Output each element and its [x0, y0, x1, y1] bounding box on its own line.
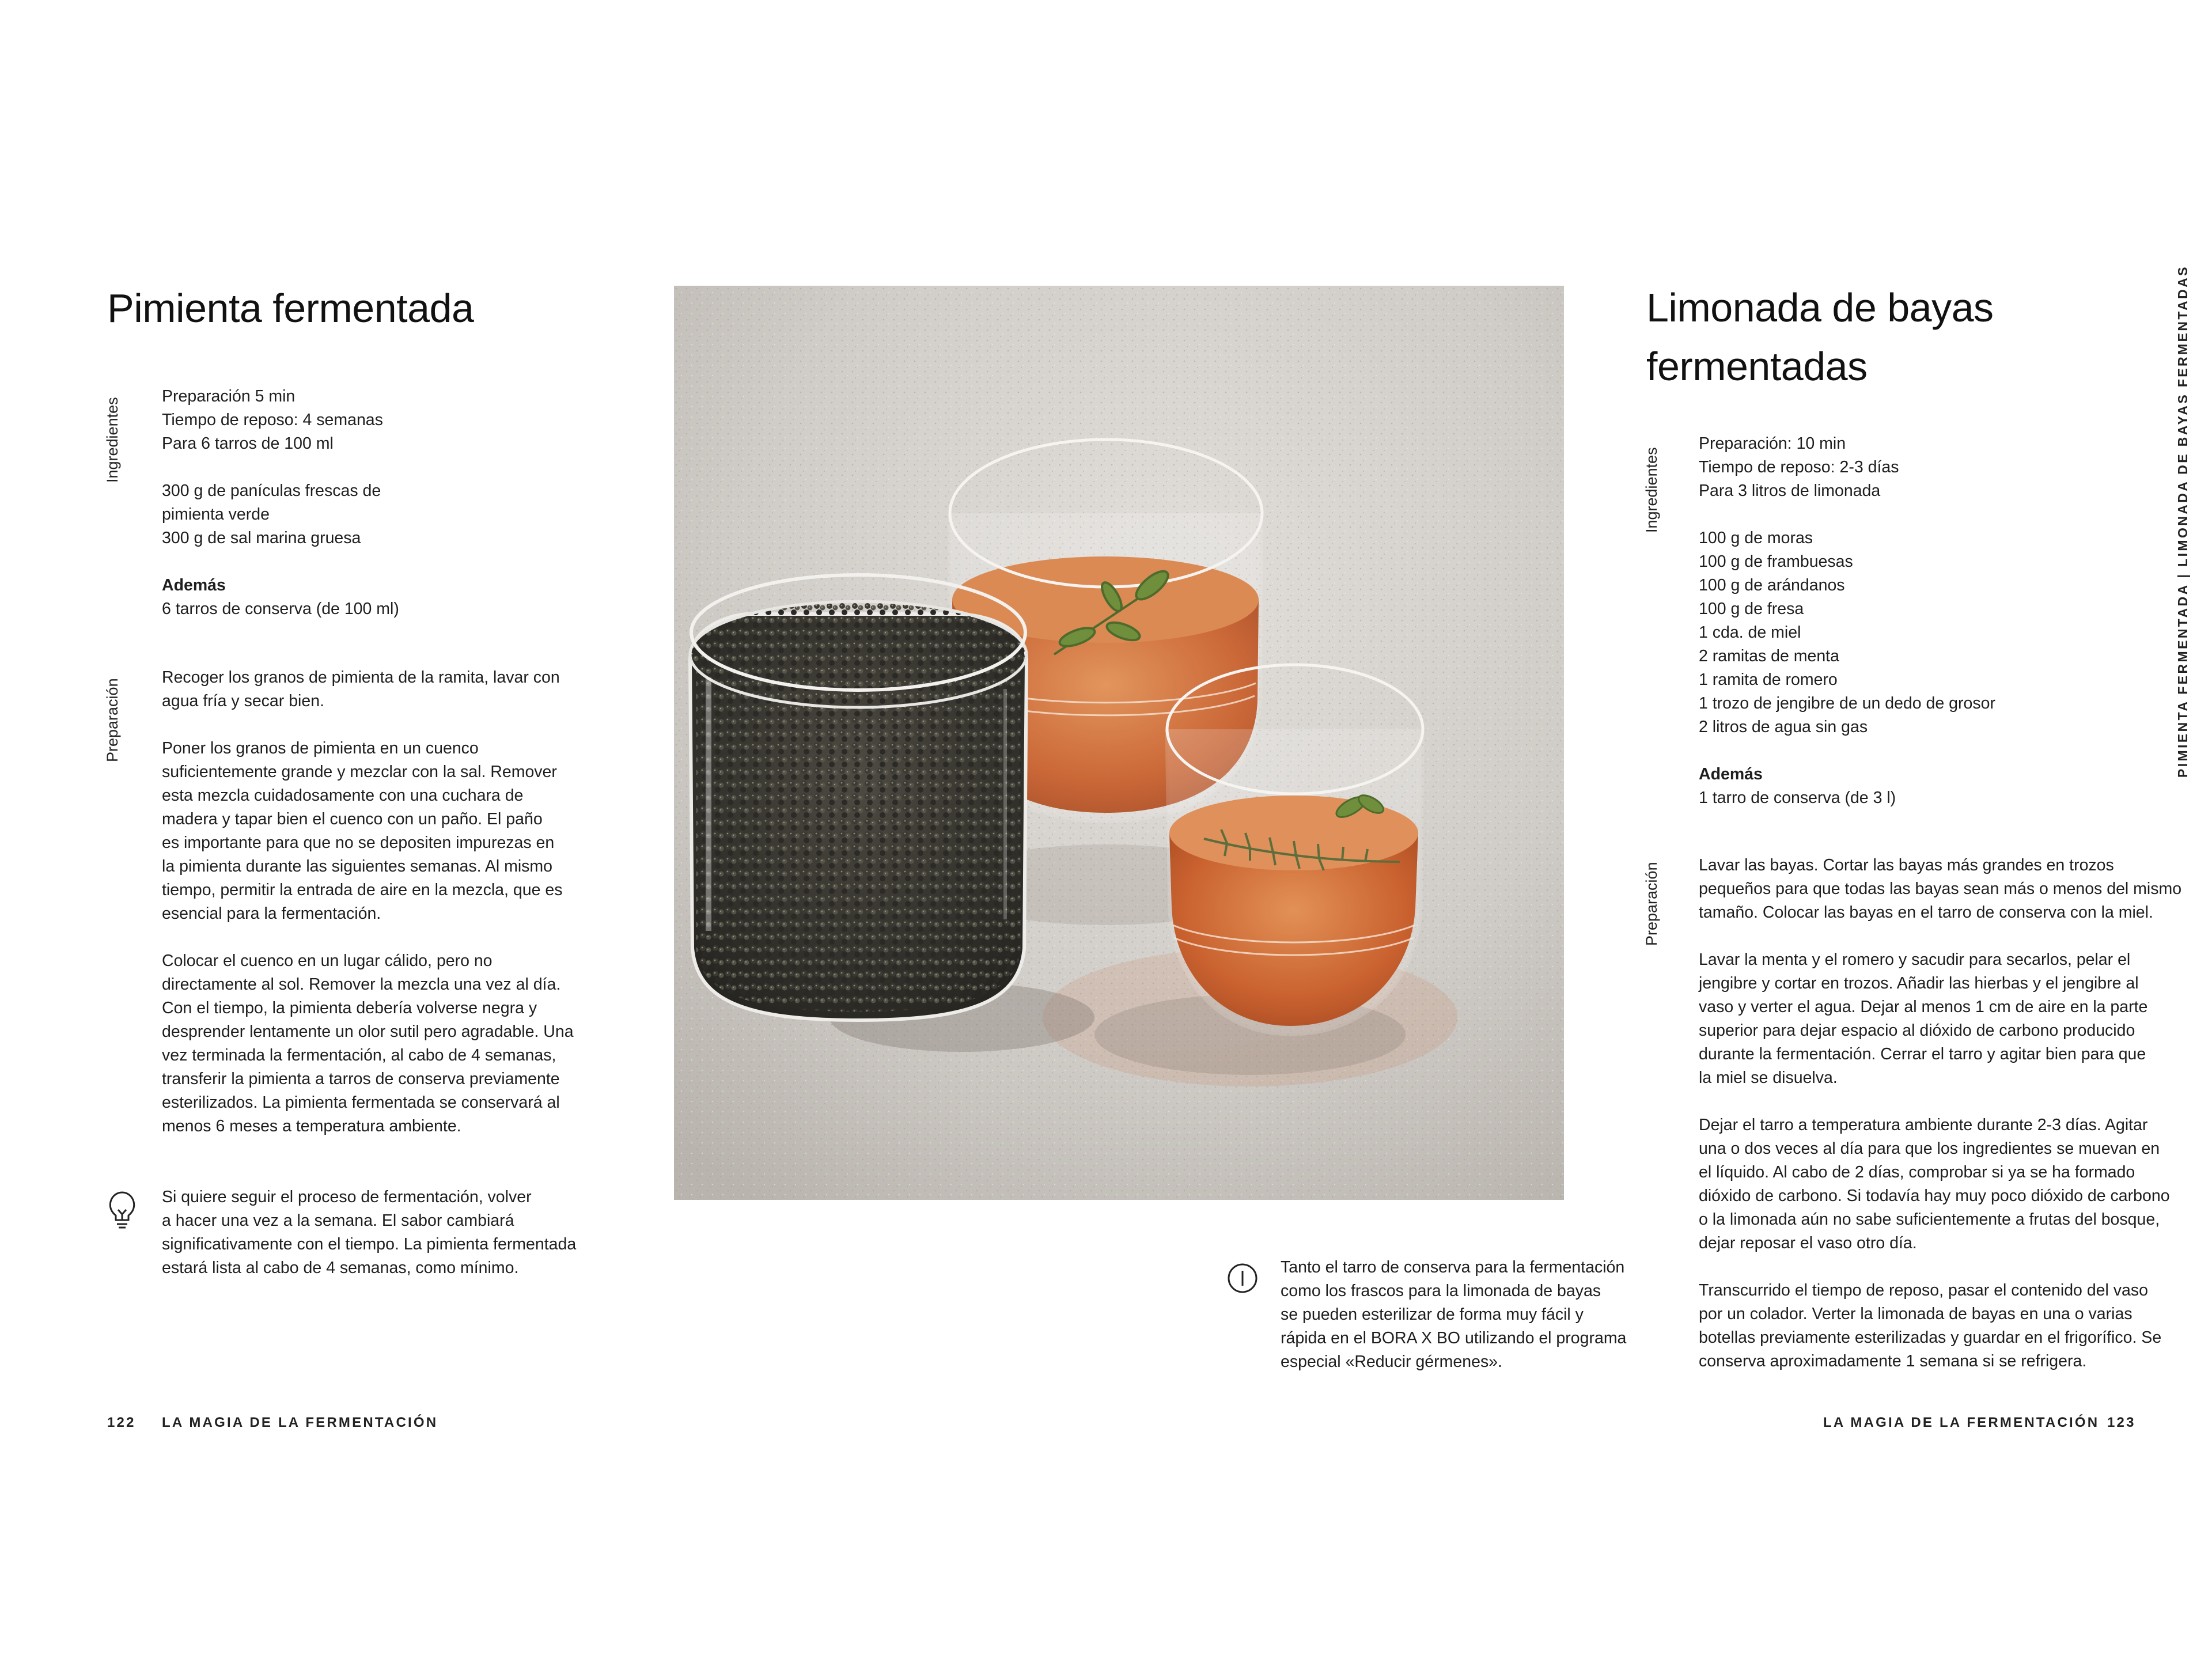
paragraph — [162, 949, 574, 1138]
text-line: vez terminada la fermentación, al cabo de 4 semanas, — [162, 1046, 556, 1065]
text-line — [1699, 739, 1995, 763]
paragraph — [1699, 948, 2181, 1090]
text-line: pimienta verde — [162, 505, 270, 524]
text-line: madera y tapar bien el cuenco con un paño. El paño — [162, 810, 543, 828]
paragraph — [1699, 1113, 2181, 1255]
text-line: tiempo, permitir la entrada de aire en la mezcla, que es — [162, 881, 563, 899]
page-title-right-line-2: fermentadas — [1646, 344, 1868, 389]
text-line: Tiempo de reposo: 2-3 días — [1699, 458, 1899, 476]
page-title-right — [1646, 278, 1994, 396]
text-line: Para 6 tarros de 100 ml — [162, 434, 334, 453]
text-line: Además — [1699, 765, 1763, 783]
text-line: tamaño. Colocar las bayas en el tarro de conserva con la miel. — [1699, 903, 2153, 922]
text-line: Si quiere seguir el proceso de fermentación, volver — [162, 1188, 532, 1206]
text-line: superior para dejar espacio al dióxido de carbono producido — [1699, 1021, 2135, 1040]
text-line: rápida en el BORA X BO utilizando el programa — [1281, 1329, 1627, 1347]
ingredients-label-left: Ingredientes — [104, 397, 121, 483]
sterilization-note — [1281, 1256, 1626, 1374]
text-line: por un colador. Verter la limonada de bayas en una o varias — [1699, 1305, 2133, 1323]
text-line: transferir la pimienta a tarros de conserva previamente — [162, 1070, 560, 1088]
info-icon — [1227, 1263, 1258, 1294]
text-line: 300 g de panículas frescas de — [162, 482, 381, 500]
text-line: estará lista al cabo de 4 semanas, como mínimo. — [162, 1259, 519, 1277]
text-line: significativamente con el tiempo. La pimienta fermentada — [162, 1235, 577, 1253]
footer-book-title-right: LA MAGIA DE LA FERMENTACIÓN — [1823, 1415, 2100, 1430]
text-line: el líquido. Al cabo de 2 días, comprobar si ya se ha formado — [1699, 1163, 2135, 1181]
text-line: 1 tarro de conserva (de 3 l) — [1699, 789, 1896, 807]
text-line: 2 litros de agua sin gas — [1699, 718, 1868, 736]
text-line: Transcurrido el tiempo de reposo, pasar el contenido del vaso — [1699, 1281, 2148, 1300]
text-line: Poner los granos de pimienta en un cuenco — [162, 739, 479, 757]
text-line: menos 6 meses a temperatura ambiente. — [162, 1117, 461, 1135]
text-line: Lavar las bayas. Cortar las bayas más grandes en trozos — [1699, 856, 2114, 874]
text-line: durante la fermentación. Cerrar el tarro y agitar bien para que — [1699, 1045, 2146, 1063]
text-line: la pimienta durante las siguientes semanas. Al mismo — [162, 857, 553, 876]
text-line: Colocar el cuenco en un lugar cálido, pero no — [162, 952, 493, 970]
text-line: Tiempo de reposo: 4 semanas — [162, 411, 383, 429]
paragraph — [1699, 854, 2181, 925]
preparation-label-right: Preparación — [1643, 862, 1660, 946]
text-line: 1 ramita de romero — [1699, 671, 1838, 689]
text-line: 6 tarros de conserva (de 100 ml) — [162, 600, 399, 618]
text-line: esencial para la fermentación. — [162, 904, 381, 923]
text-line: 100 g de moras — [1699, 529, 1813, 547]
text-line: se pueden esterilizar de forma muy fácil y — [1281, 1305, 1584, 1324]
text-line: Preparación: 10 min — [1699, 434, 1846, 453]
footer-page-number-right: 123 — [2107, 1415, 2136, 1430]
text-line: pequeños para que todas las bayas sean más o menos del mismo — [1699, 880, 2182, 898]
footer-book-title-left: LA MAGIA DE LA FERMENTACIÓN — [162, 1415, 438, 1430]
text-line — [1699, 503, 1995, 527]
text-line: Dejar el tarro a temperatura ambiente durante 2-3 días. Agitar — [1699, 1116, 2148, 1134]
text-line: Para 3 litros de limonada — [1699, 482, 1881, 500]
page-title-left: Pimienta fermentada — [107, 286, 474, 331]
text-line: vaso y verter el agua. Dejar al menos 1 cm de aire en la parte — [1699, 998, 2148, 1016]
chapter-side-tab: PIMIENTA FERMENTADA | LIMONADA DE BAYAS FERMENTADAS — [2175, 265, 2190, 778]
text-line: conserva aproximadamente 1 semana si se refrigera. — [1699, 1352, 2087, 1370]
ingredients-list-right — [1699, 432, 1995, 810]
text-line: 100 g de frambuesas — [1699, 552, 1853, 571]
text-line: Recoger los granos de pimienta de la ramita, lavar con — [162, 668, 560, 687]
paragraph — [162, 737, 574, 926]
text-line: la miel se disuelva. — [1699, 1069, 1838, 1087]
preparation-steps-left — [162, 666, 574, 1138]
text-line: desprender lentamente un olor sutil pero agradable. Una — [162, 1022, 574, 1041]
paragraph — [162, 666, 574, 713]
text-line: esterilizados. La pimienta fermentada se conservará al — [162, 1093, 560, 1112]
text-line: 2 ramitas de menta — [1699, 647, 1839, 665]
text-line: 100 g de fresa — [1699, 600, 1804, 618]
text-line: 1 trozo de jengibre de un dedo de grosor — [1699, 694, 1995, 713]
preparation-label-left: Preparación — [104, 678, 121, 762]
text-line: jengibre y cortar en trozos. Añadir las hierbas y el jengibre al — [1699, 974, 2139, 993]
page-title-right-line-1: Limonada de bayas — [1646, 285, 1994, 330]
text-line: 1 cda. de miel — [1699, 623, 1801, 642]
text-line: o la limonada aún no sabe suficientemente a frutas del bosque, — [1699, 1210, 2160, 1229]
paragraph — [1699, 1279, 2181, 1373]
recipe-photo — [674, 286, 1564, 1200]
text-line: como los frascos para la limonada de bayas — [1281, 1282, 1601, 1300]
lightbulb-icon — [107, 1190, 137, 1232]
text-line — [162, 550, 399, 574]
text-line: agua fría y secar bien. — [162, 692, 324, 710]
text-line: a hacer una vez a la semana. El sabor cambiará — [162, 1211, 514, 1230]
text-line: suficientemente grande y mezclar con la sal. Remover — [162, 763, 557, 781]
text-line: Preparación 5 min — [162, 387, 296, 406]
text-line: una o dos veces al día para que los ingredientes se muevan en — [1699, 1139, 2160, 1158]
text-line — [162, 456, 399, 479]
text-line: Tanto el tarro de conserva para la fermentación — [1281, 1258, 1625, 1277]
text-line: es importante para que no se depositen impurezas en — [162, 834, 555, 852]
footer-page-number-left: 122 — [107, 1415, 136, 1430]
ingredients-list-left — [162, 385, 399, 621]
text-line: dejar reposar el vaso otro día. — [1699, 1234, 1917, 1252]
ingredients-label-right: Ingredientes — [1643, 447, 1660, 533]
text-line: especial «Reducir gérmenes». — [1281, 1353, 1502, 1371]
text-line: 100 g de arándanos — [1699, 576, 1845, 594]
preparation-steps-right — [1699, 854, 2181, 1373]
text-line: Con el tiempo, la pimienta debería volverse negra y — [162, 999, 537, 1017]
text-line: dióxido de carbono. Si todavía hay muy poco dióxido de carbono — [1699, 1187, 2170, 1205]
text-line: directamente al sol. Remover la mezcla una vez al día. — [162, 975, 561, 994]
text-line: 300 g de sal marina gruesa — [162, 529, 361, 547]
text-line: Además — [162, 576, 226, 594]
text-line: esta mezcla cuidadosamente con una cuchara de — [162, 786, 524, 805]
text-line: botellas previamente esterilizadas y guardar en el frigorífico. Se — [1699, 1328, 2162, 1347]
tip-text-left — [162, 1185, 576, 1280]
text-line: Lavar la menta y el romero y sacudir para secarlos, pelar el — [1699, 950, 2131, 969]
